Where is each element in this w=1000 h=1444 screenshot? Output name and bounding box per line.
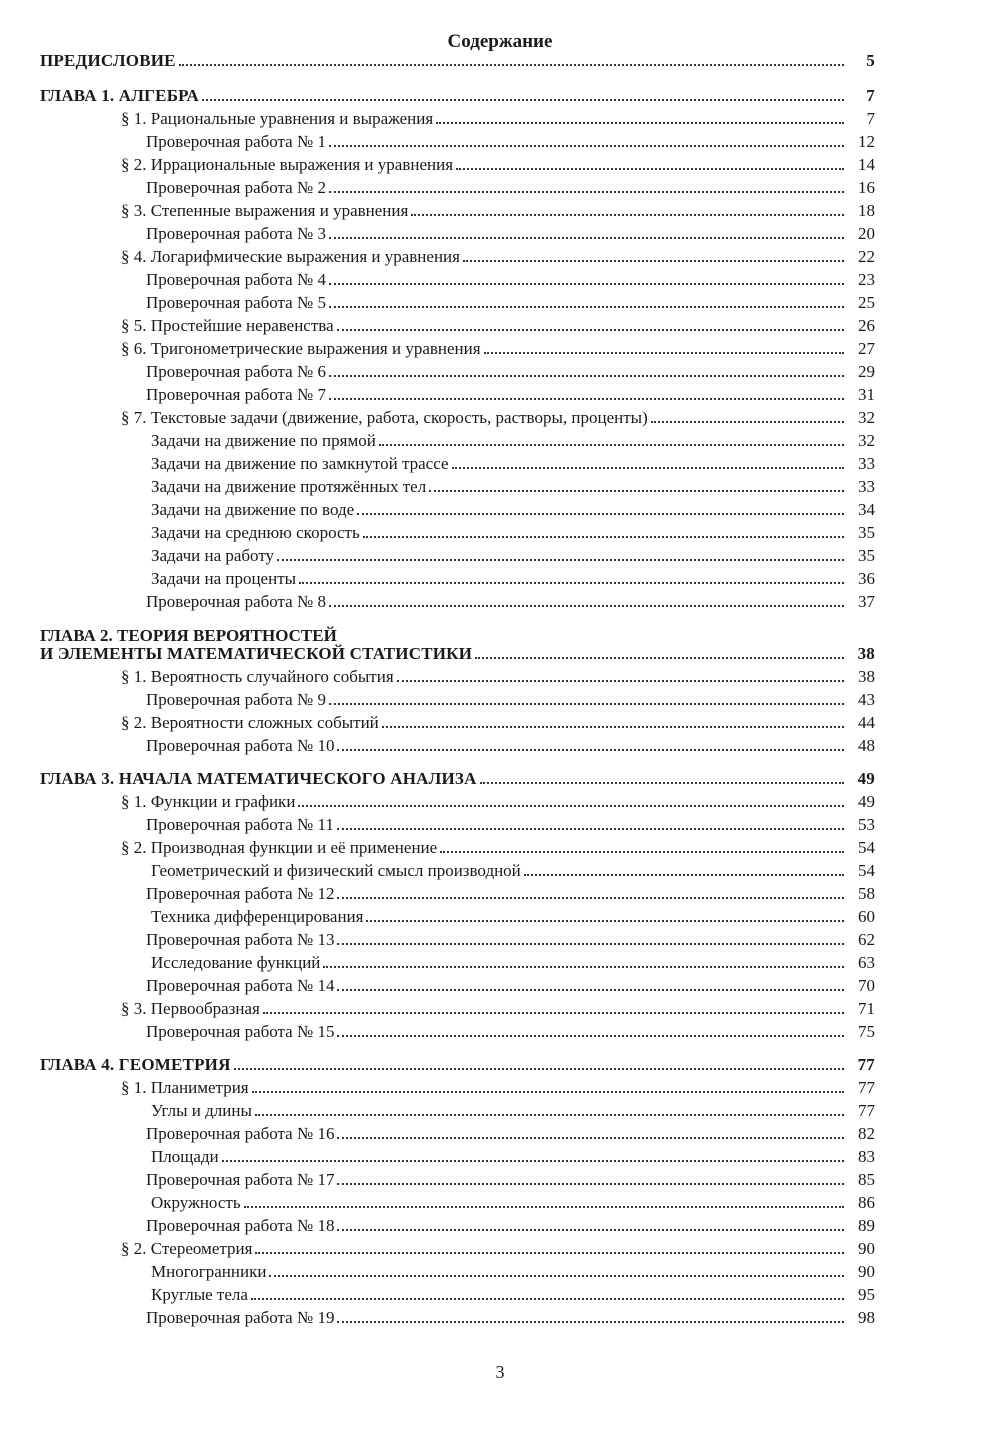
toc-entry-label: Многогранники [151,1262,267,1281]
dot-leader [269,1275,844,1277]
toc-entry-label: Проверочная работа № 13 [146,930,335,949]
toc-entry-label: ГЛАВА 3. НАЧАЛА МАТЕМАТИЧЕСКОГО АНАЛИЗА [40,769,477,788]
toc-entry-page: 20 [858,224,875,243]
toc-entry-page: 90 [858,1239,875,1258]
dot-leader [337,1229,844,1231]
page-number: 3 [495,1362,505,1382]
dot-leader [337,329,844,331]
dot-leader [411,214,844,216]
dot-leader [255,1114,844,1116]
toc-entry-label: § 1. Рациональные уравнения и выражения [121,109,434,128]
dot-leader [337,749,844,751]
dot-leader [329,398,844,400]
toc-row [40,1144,875,1167]
toc-row [40,858,875,881]
toc-entry-label: Проверочная работа № 5 [146,293,326,312]
toc-entry-label: Проверочная работа № 18 [146,1216,335,1235]
toc-row [40,267,875,290]
toc-entry-page: 49 [857,769,875,788]
toc-entry-page: 83 [858,1147,875,1166]
toc-entry-page: 22 [858,247,875,266]
toc-row [40,996,875,1019]
toc-entry-label: § 1. Функции и графики [121,792,296,811]
toc-row [40,710,875,733]
toc-entry-label: § 5. Простейшие неравенства [121,316,334,335]
toc-entry-page: 77 [858,1078,875,1097]
toc-entry-label: § 2. Иррациональные выражения и уравнения [121,155,454,174]
toc-entry-page: 71 [858,999,875,1018]
dot-leader [202,99,844,101]
dot-leader [244,1206,844,1208]
toc-row [40,382,875,405]
dot-leader [329,375,844,377]
toc-entry-label: § 4. Логарифмические выражения и уравнения [121,247,460,266]
toc-row [40,198,875,221]
toc-row [40,405,875,428]
dot-leader [379,444,844,446]
dot-leader [255,1252,844,1254]
toc-entry-page: 54 [858,861,875,880]
toc-entry-page: 33 [858,454,875,473]
toc-entry-label: Задачи на среднюю скорость [151,523,360,542]
dot-leader [337,1183,844,1185]
toc-entry-page: 44 [858,713,875,732]
toc-row [40,497,875,520]
dot-leader [179,64,844,66]
dot-leader [329,283,844,285]
toc-entry-label: Проверочная работа № 3 [146,224,326,243]
toc-row [40,881,875,904]
toc-entry-label: § 2. Вероятности сложных событий [121,713,379,732]
toc-entry-label: Проверочная работа № 9 [146,690,326,709]
toc-row [40,1213,875,1236]
toc-entry-label: Окружность [151,1193,241,1212]
toc-row [40,812,875,835]
toc-entry-label: Задачи на движение по прямой [151,431,376,450]
dot-leader [337,1035,844,1037]
toc-entry-label: Проверочная работа № 2 [146,178,326,197]
toc-entry-page: 18 [858,201,875,220]
toc-entry-label: § 2. Производная функции и её применение [121,838,438,857]
toc-row [40,543,875,566]
toc-entry-page: 70 [858,976,875,995]
dot-leader [337,897,844,899]
dot-leader [337,828,844,830]
dot-leader [382,726,844,728]
toc-entry-page: 5 [866,51,875,70]
toc-row [40,474,875,497]
toc-entry-label: Геометрический и физический смысл производной [151,861,521,880]
dot-leader [299,582,844,584]
toc-entry-page: 53 [858,815,875,834]
toc-entry-label: Проверочная работа № 1 [146,132,326,151]
toc-entry-page: 85 [858,1170,875,1189]
dot-leader [337,1321,844,1323]
toc-entry-page: 63 [858,953,875,972]
toc-chapter-row [40,48,875,71]
toc-row [40,789,875,812]
toc-entry-label: Проверочная работа № 4 [146,270,326,289]
toc-entry-page: 60 [858,907,875,926]
toc-entry-label: Проверочная работа № 14 [146,976,335,995]
toc-entry-label: Проверочная работа № 17 [146,1170,335,1189]
toc-chapter-row [40,766,875,789]
toc-entry-page: 37 [858,592,875,611]
toc-entry-page: 43 [858,690,875,709]
toc-entry-label: Проверочная работа № 6 [146,362,326,381]
dot-leader [222,1160,844,1162]
toc-entry-page: 16 [858,178,875,197]
dot-leader [440,851,844,853]
toc-entry-label: Проверочная работа № 7 [146,385,326,404]
dot-leader [524,874,844,876]
toc-entry-label: Проверочная работа № 10 [146,736,335,755]
dot-leader [329,703,844,705]
toc-entry-page: 25 [858,293,875,312]
toc-row [40,1098,875,1121]
toc-entry-page: 14 [858,155,875,174]
toc-entry-page: 35 [858,523,875,542]
toc-row [40,733,875,756]
dot-leader [357,513,844,515]
toc-row [40,950,875,973]
toc-row [40,1019,875,1042]
toc-entry-page: 95 [858,1285,875,1304]
toc-entry-page: 26 [858,316,875,335]
toc-entry-label: Круглые тела [151,1285,248,1304]
toc-entry-page: 77 [858,1101,875,1120]
dot-leader [456,168,844,170]
toc-entry-label: § 6. Тригонометрические выражения и уравнения [121,339,481,358]
toc-entry-page: 49 [858,792,875,811]
dot-leader [329,605,844,607]
dot-leader [263,1012,844,1014]
toc-entry-page: 77 [857,1055,875,1074]
toc-entry-page: 38 [858,667,875,686]
dot-leader [429,490,844,492]
toc-row [40,1121,875,1144]
dot-leader [397,680,844,682]
dot-leader [251,1298,844,1300]
toc-entry-label: Задачи на работу [151,546,275,565]
dot-leader [337,989,844,991]
toc-row [40,451,875,474]
toc-entry-label: Задачи на проценты [151,569,297,588]
toc-row [40,428,875,451]
toc-row [40,520,875,543]
dot-leader [484,352,844,354]
toc-entry-page: 33 [858,477,875,496]
toc-entry-label: ГЛАВА 4. ГЕОМЕТРИЯ [40,1055,231,1074]
toc-entry-page: 98 [858,1308,875,1327]
toc-entry-page: 29 [858,362,875,381]
toc-row [40,927,875,950]
dot-leader [363,536,844,538]
dot-leader [298,805,844,807]
toc-entry-label: Углы и длины [151,1101,252,1120]
toc-row [40,589,875,612]
toc-row [40,313,875,336]
toc-entry-label: Проверочная работа № 8 [146,592,326,611]
toc-entry-page: 32 [858,431,875,450]
dot-leader [329,237,844,239]
toc-entry-page: 90 [858,1262,875,1281]
toc-row [40,973,875,996]
toc-entry-page: 36 [858,569,875,588]
toc-entry-page: 27 [858,339,875,358]
toc-entry-label: § 1. Планиметрия [121,1078,249,1097]
toc-entry-page: 89 [858,1216,875,1235]
toc-row [40,664,875,687]
dot-leader [329,145,844,147]
toc-entry-label: Техника дифференцирования [151,907,364,926]
toc-entry-label: Проверочная работа № 15 [146,1022,335,1041]
toc-row [40,1259,875,1282]
toc-entry-page: 48 [858,736,875,755]
toc-entry-page: 34 [858,500,875,519]
toc-entry-label: Задачи на движение по воде [151,500,355,519]
toc-row [40,1075,875,1098]
toc-row [40,1167,875,1190]
dot-leader [252,1091,844,1093]
dot-leader [337,1137,844,1139]
toc-entry-page: 32 [858,408,875,427]
toc-entry-label: Проверочная работа № 11 [146,815,334,834]
toc-entry-label: ПРЕДИСЛОВИЕ [40,51,176,70]
toc-entry-page: 54 [858,838,875,857]
toc-row [40,904,875,927]
toc-entry-page: 23 [858,270,875,289]
toc-chapter-row [40,1052,875,1075]
dot-leader [337,943,844,945]
toc-entry-label: § 2. Стереометрия [121,1239,253,1258]
toc-entry-label: Проверочная работа № 16 [146,1124,335,1143]
toc-entry-label: Площади [151,1147,219,1166]
toc-entry-label: § 1. Вероятность случайного события [121,667,394,686]
toc-row [40,687,875,710]
toc-row [40,359,875,382]
toc-row [40,106,875,129]
dot-leader [651,421,844,423]
toc-entry-page: 62 [858,930,875,949]
toc-entry-label: § 7. Текстовые задачи (движение, работа, скорость, растворы, проценты) [121,408,648,427]
toc-entry-page: 12 [858,132,875,151]
toc-entry-page: 75 [858,1022,875,1041]
dot-leader [234,1068,844,1070]
dot-leader [366,920,844,922]
dot-leader [277,559,844,561]
toc-entry-page: 86 [858,1193,875,1212]
toc-chapter-row [40,83,875,106]
toc-row [40,221,875,244]
dot-leader [323,966,844,968]
dot-leader [329,306,844,308]
toc-entry-label: Исследование функций [151,953,321,972]
dot-leader [436,122,844,124]
toc-row [40,566,875,589]
toc-entry-label: Проверочная работа № 12 [146,884,335,903]
toc-row [40,152,875,175]
toc-row [40,1282,875,1305]
toc-entry-page: 58 [858,884,875,903]
toc-chapter-row [40,641,875,664]
toc-row [40,835,875,858]
toc-row [40,175,875,198]
page-title: Содержание [447,31,553,52]
toc-entry-page: 7 [866,86,875,105]
toc-entry-page: 38 [857,644,875,663]
toc-entry-page: 82 [858,1124,875,1143]
toc-entry-label: Задачи на движение по замкнутой трассе [151,454,449,473]
toc-entry-label: ГЛАВА 1. АЛГЕБРА [40,86,200,105]
dot-leader [475,657,844,659]
toc-entry-label: Проверочная работа № 19 [146,1308,335,1327]
toc-row [40,244,875,267]
toc-entry-page: 7 [866,109,875,128]
toc-entry-page: 31 [858,385,875,404]
toc-row [40,336,875,359]
toc-entry-label: § 3. Первообразная [121,999,260,1018]
dot-leader [329,191,844,193]
chapter-2-title-line1: ГЛАВА 2. ТЕОРИЯ ВЕРОЯТНОСТЕЙ [40,626,337,645]
toc-row [40,1236,875,1259]
toc-entry-label: И ЭЛЕМЕНТЫ МАТЕМАТИЧЕСКОЙ СТАТИСТИКИ [40,644,473,663]
toc-entry-label: Задачи на движение протяжённых тел [151,477,427,496]
dot-leader [480,782,844,784]
toc-row [40,1305,875,1328]
toc-row [40,129,875,152]
dot-leader [452,467,845,469]
toc-entry-page: 35 [858,546,875,565]
toc-row [40,290,875,313]
toc-entry-label: § 3. Степенные выражения и уравнения [121,201,409,220]
dot-leader [463,260,844,262]
toc-row [40,1190,875,1213]
